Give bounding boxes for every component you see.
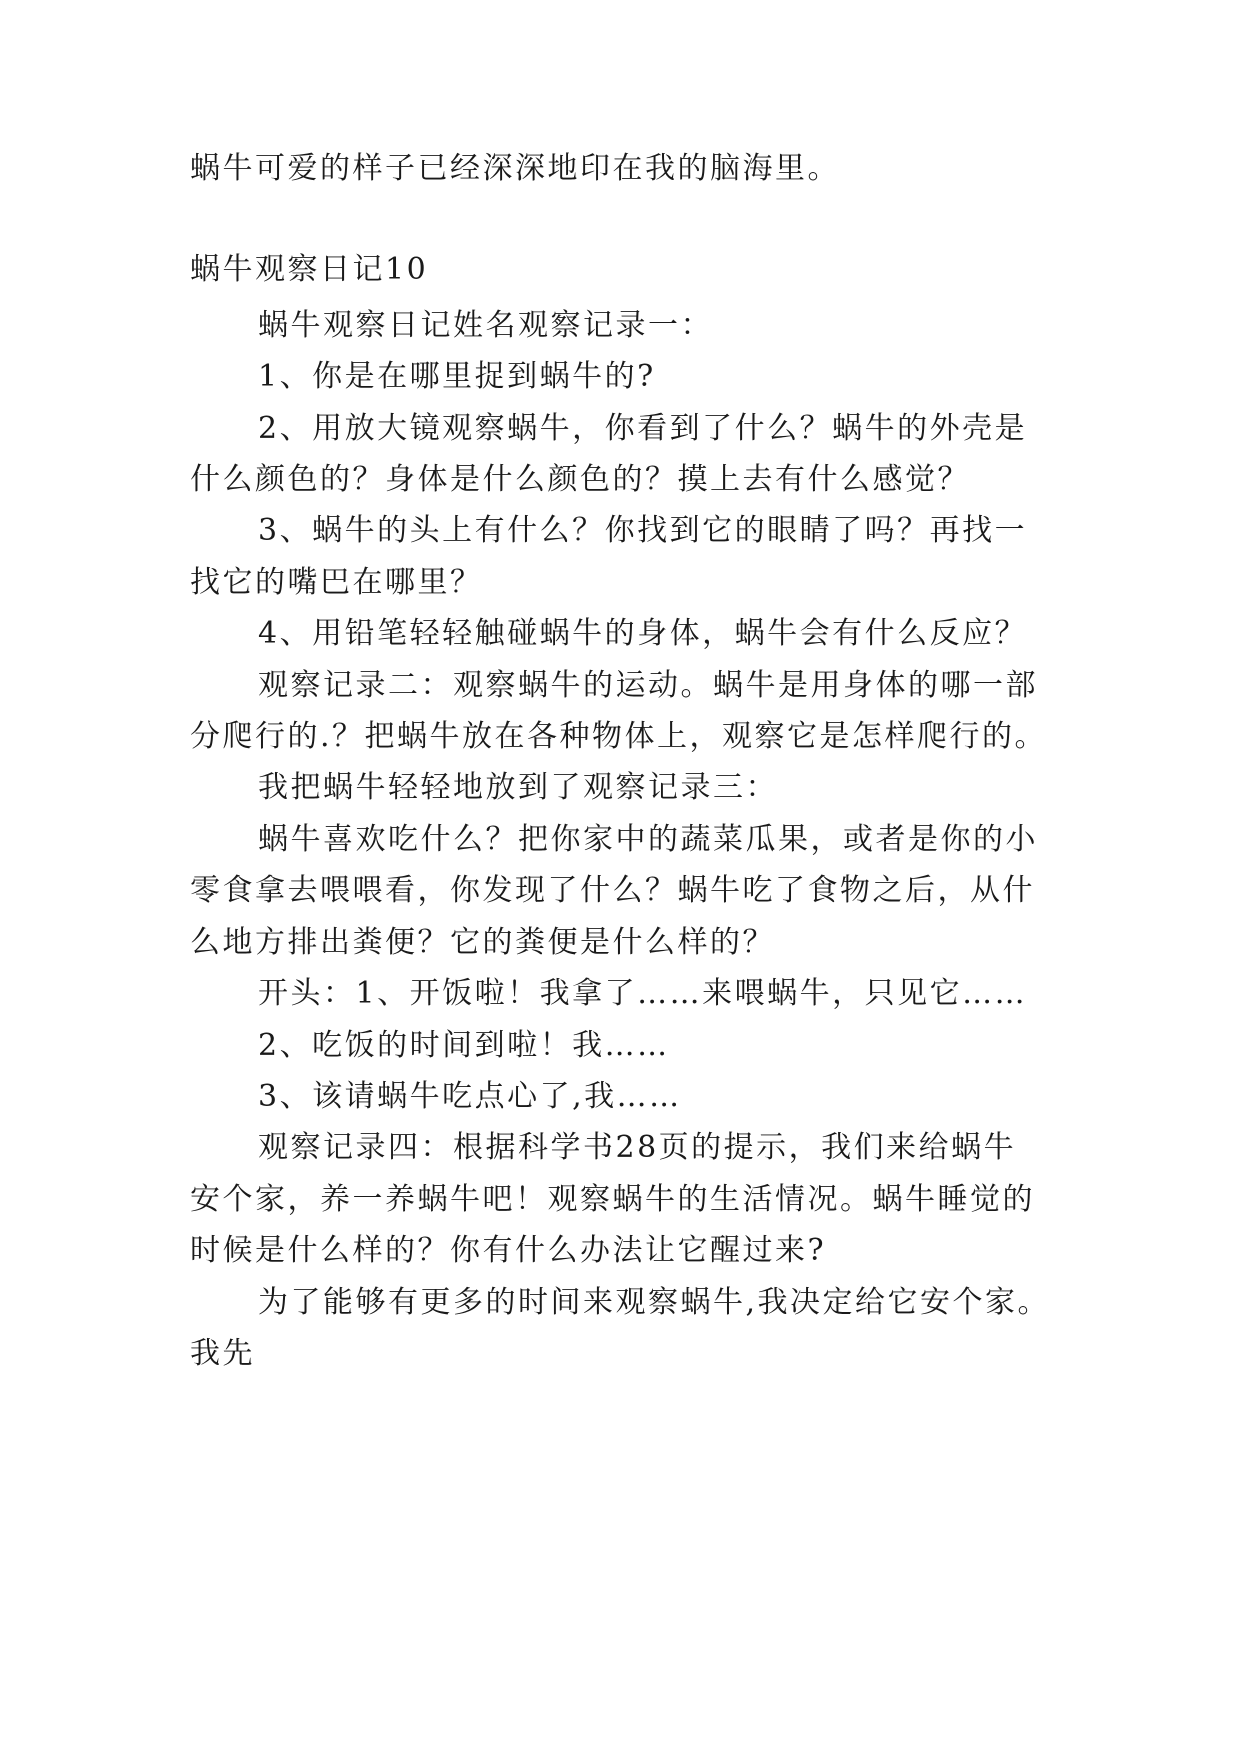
text-line: 时候是什么样的？你有什么办法让它醒过来? [190,1233,827,1268]
text-line: 分爬行的.？把蜗牛放在各种物体上，观察它是怎样爬行的。 [190,719,1048,754]
section-title: 蜗牛观察日记10 [190,252,429,287]
text-line: 我先 [190,1336,255,1371]
text-line: 蜗牛观察日记姓名观察记录一： [258,308,713,343]
text-line: 1、你是在哪里捉到蜗牛的? [258,359,656,394]
text-line: 3、蜗牛的头上有什么？你找到它的眼睛了吗？再找一 [258,513,1028,548]
text-line: 蜗牛可爱的样子已经深深地印在我的脑海里。 [190,151,840,186]
text-line: 我把蜗牛轻轻地放到了观察记录三： [258,770,778,805]
text-line: 开头：1、开饭啦！我拿了……来喂蜗牛，只见它…… [258,976,1028,1011]
text-line: 零食拿去喂喂看，你发现了什么？蜗牛吃了食物之后，从什 [190,873,1035,908]
text-line: 为了能够有更多的时间来观察蜗牛,我决定给它安个家。 [258,1285,1051,1320]
text-line: 3、该请蜗牛吃点心了,我…… [258,1079,682,1114]
text-line: 找它的嘴巴在哪里？ [190,565,483,600]
text-line: 观察记录二：观察蜗牛的运动。蜗牛是用身体的哪一部 [258,668,1038,703]
text-line: 蜗牛喜欢吃什么？把你家中的蔬菜瓜果，或者是你的小 [258,822,1038,857]
text-line: 2、吃饭的时间到啦！我…… [258,1028,670,1063]
text-line: 什么颜色的？身体是什么颜色的？摸上去有什么感觉？ [190,462,970,497]
text-line: 么地方排出粪便？它的粪便是什么样的？ [190,925,775,960]
text-line: 4、用铅笔轻轻触碰蜗牛的身体，蜗牛会有什么反应？ [258,616,1028,651]
text-line: 2、用放大镜观察蜗牛，你看到了什么？蜗牛的外壳是 [258,411,1028,446]
text-line: 观察记录四：根据科学书28页的提示，我们来给蜗牛 [258,1130,1017,1165]
text-line: 安个家，养一养蜗牛吧！观察蜗牛的生活情况。蜗牛睡觉的 [190,1182,1035,1217]
